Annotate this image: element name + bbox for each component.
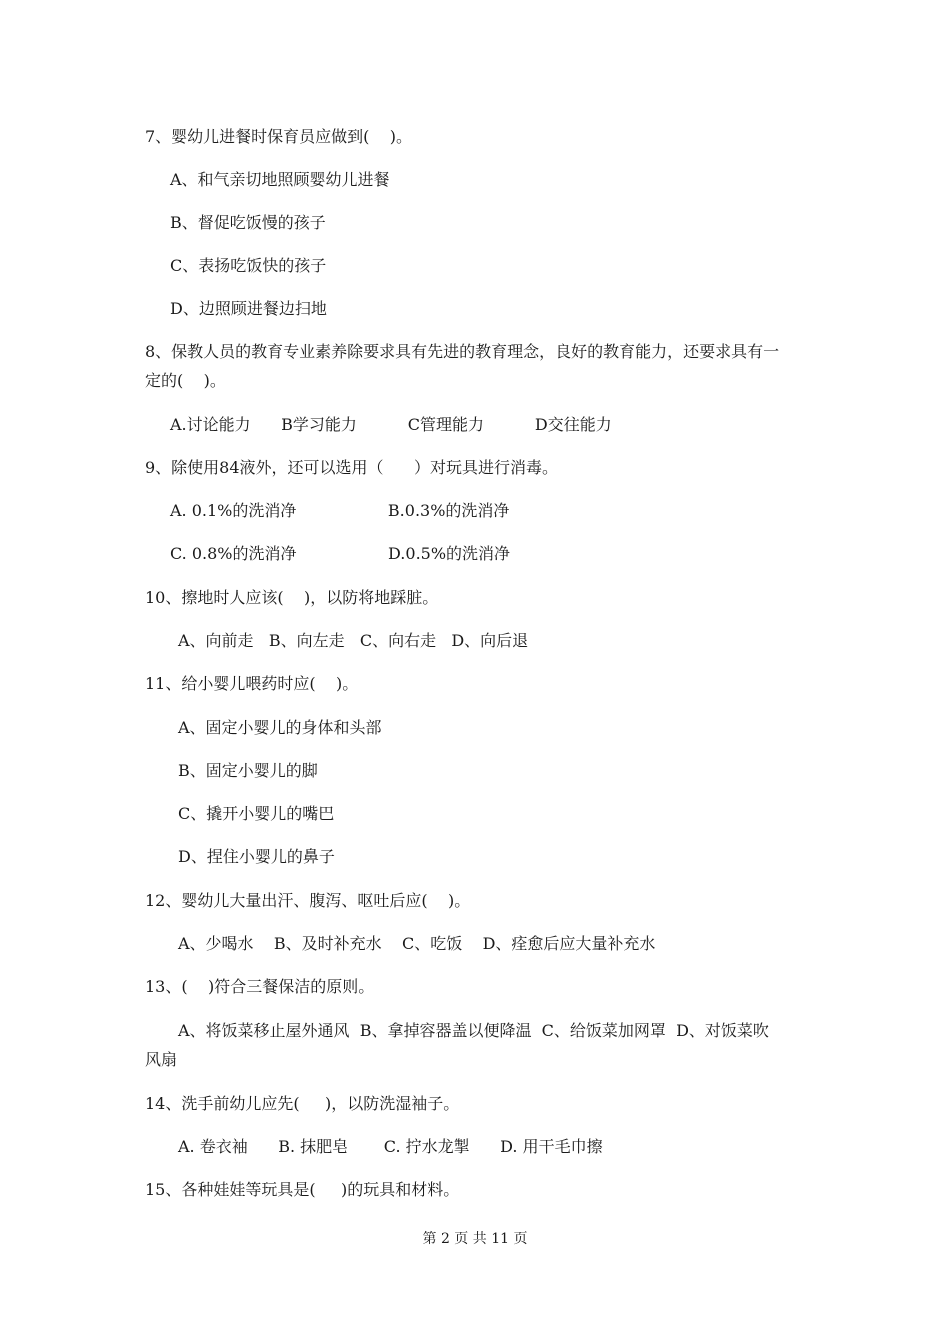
question-11-option-a: A、固定小婴儿的身体和头部: [178, 718, 382, 737]
question-8-stem-line2: 定的( )。: [145, 371, 226, 390]
question-8-options: A.讨论能力 B学习能力 C管理能力 D交往能力: [170, 415, 612, 434]
question-12-options: A、少喝水 B、及时补充水 C、吃饭 D、痊愈后应大量补充水: [178, 934, 656, 953]
question-10-options: A、向前走 B、向左走 C、向右走 D、向后退: [178, 631, 529, 650]
question-11-stem: 11、给小婴儿喂药时应( )。: [145, 674, 359, 693]
question-15-stem: 15、各种娃娃等玩具是( )的玩具和材料。: [145, 1180, 460, 1199]
question-9-options-line1: A. 0.1%的洗消净 B.0.3%的洗消净: [170, 501, 510, 520]
question-10-stem: 10、擦地时人应该( )，以防将地踩脏。: [145, 588, 439, 607]
question-7-option-d: D、边照顾进餐边扫地: [170, 299, 327, 318]
question-9-options-line2: C. 0.8%的洗消净 D.0.5%的洗消净: [170, 544, 511, 563]
question-11-option-c: C、撬开小婴儿的嘴巴: [178, 804, 335, 823]
question-11-option-b: B、固定小婴儿的脚: [178, 761, 318, 780]
question-7-option-b: B、督促吃饭慢的孩子: [170, 213, 326, 232]
question-13-stem: 13、( )符合三餐保洁的原则。: [145, 977, 375, 996]
question-13-options-line2: 风扇: [145, 1050, 178, 1069]
question-7-option-a: A、和气亲切地照顾婴幼儿进餐: [170, 170, 390, 189]
question-7-option-c: C、表扬吃饭快的孩子: [170, 256, 327, 275]
question-14-stem: 14、洗手前幼儿应先( )，以防洗湿袖子。: [145, 1094, 460, 1113]
question-8-stem-line1: 8、保教人员的教育专业素养除要求具有先进的教育理念，良好的教育能力，还要求具有一: [145, 342, 780, 361]
page-number-footer: 第 2 页 共 11 页: [422, 1231, 528, 1247]
question-9-stem: 9、除使用84液外，还可以选用（ ）对玩具进行消毒。: [145, 458, 559, 477]
question-7-stem: 7、婴幼儿进餐时保育员应做到( )。: [145, 127, 413, 146]
question-14-options: A. 卷衣袖 B. 抹肥皂 C. 拧水龙掣 D. 用干毛巾擦: [178, 1137, 603, 1156]
question-12-stem: 12、婴幼儿大量出汗、腹泻、呕吐后应( )。: [145, 891, 471, 910]
question-11-option-d: D、捏住小婴儿的鼻子: [178, 847, 335, 866]
question-13-options-line1: A、将饭菜移止屋外通风 B、拿掉容器盖以便降温 C、给饭菜加网罩 D、对饭菜吹: [178, 1021, 769, 1040]
